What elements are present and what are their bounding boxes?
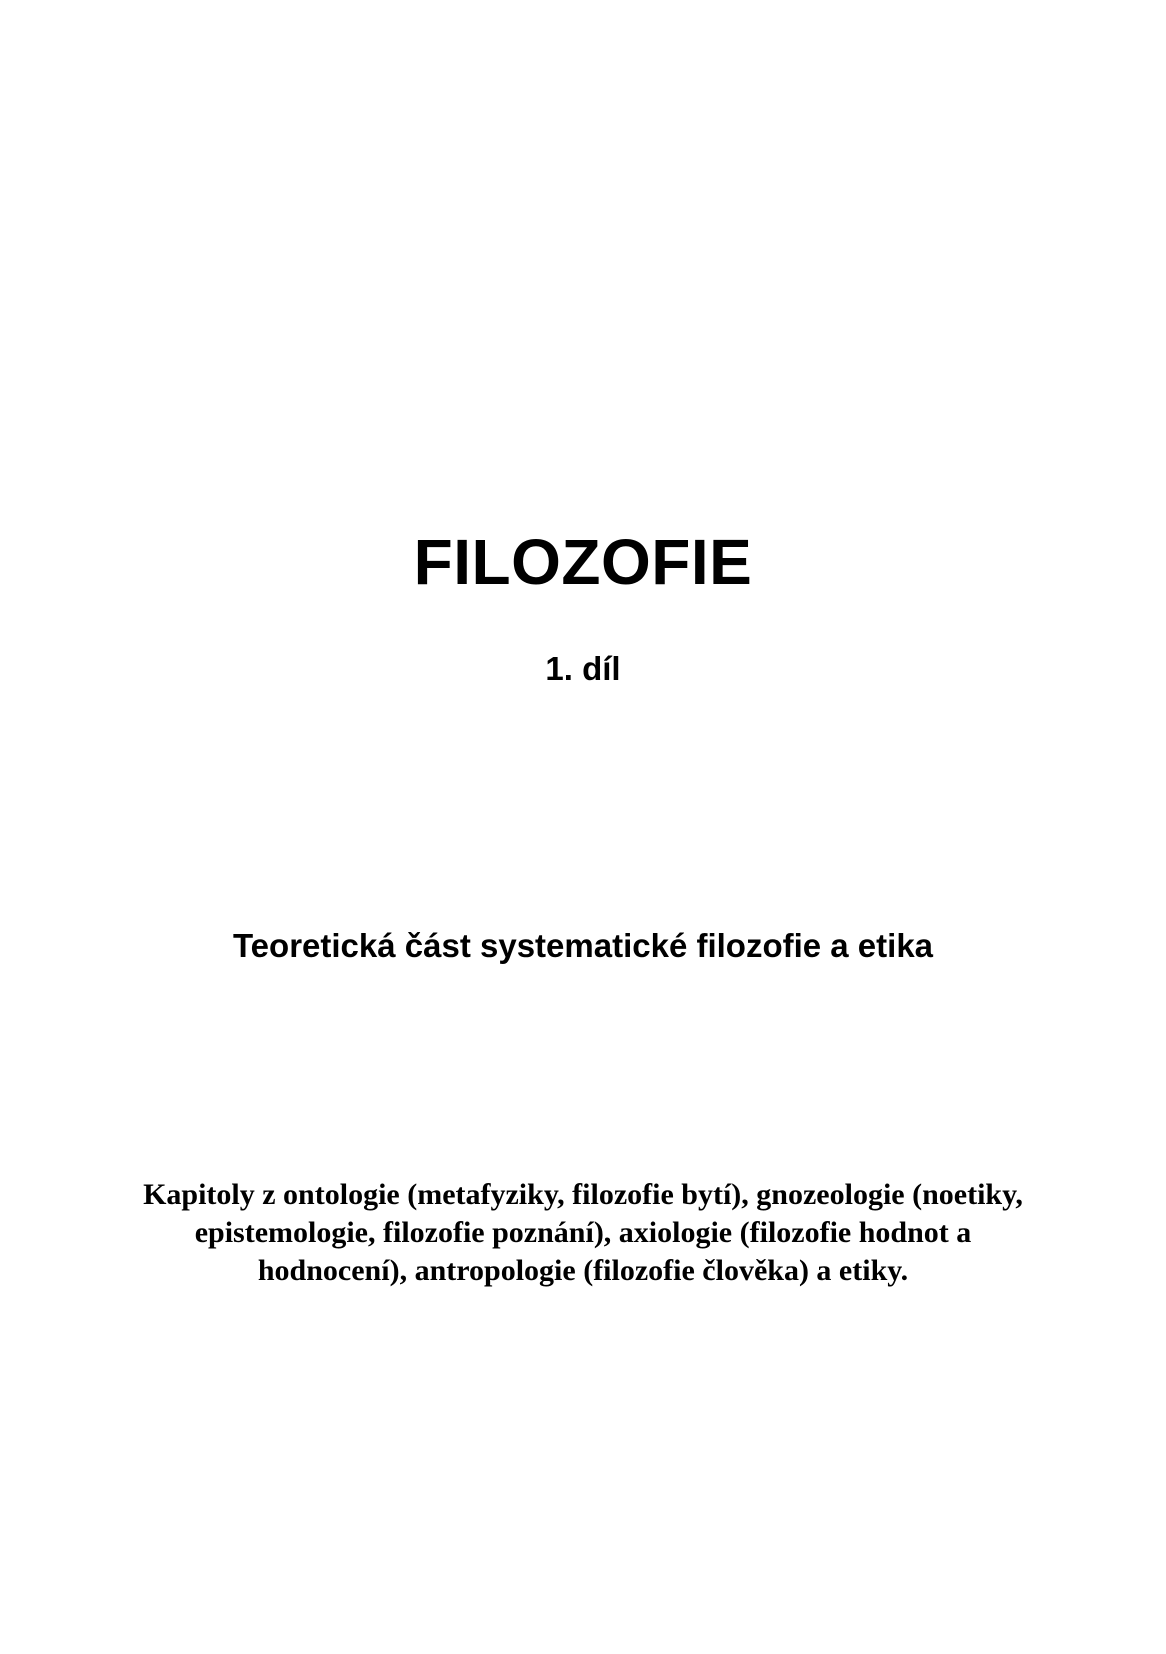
page-title: FILOZOFIE [413, 526, 753, 598]
description-line: epistemologie, filozofie poznání), axiologie (filozofie hodnot a [194, 1216, 972, 1249]
volume-label: 1. díl [545, 650, 621, 687]
subtitle: Teoretická část systematické filozofie a etika [232, 927, 934, 964]
description-line: Kapitoly z ontologie (metafyziky, filozofie bytí), gnozeologie (noetiky, [143, 1178, 1023, 1211]
description [83, 1176, 1083, 1290]
description-line: hodnocení), antropologie (filozofie člověka) a etiky. [257, 1254, 909, 1287]
